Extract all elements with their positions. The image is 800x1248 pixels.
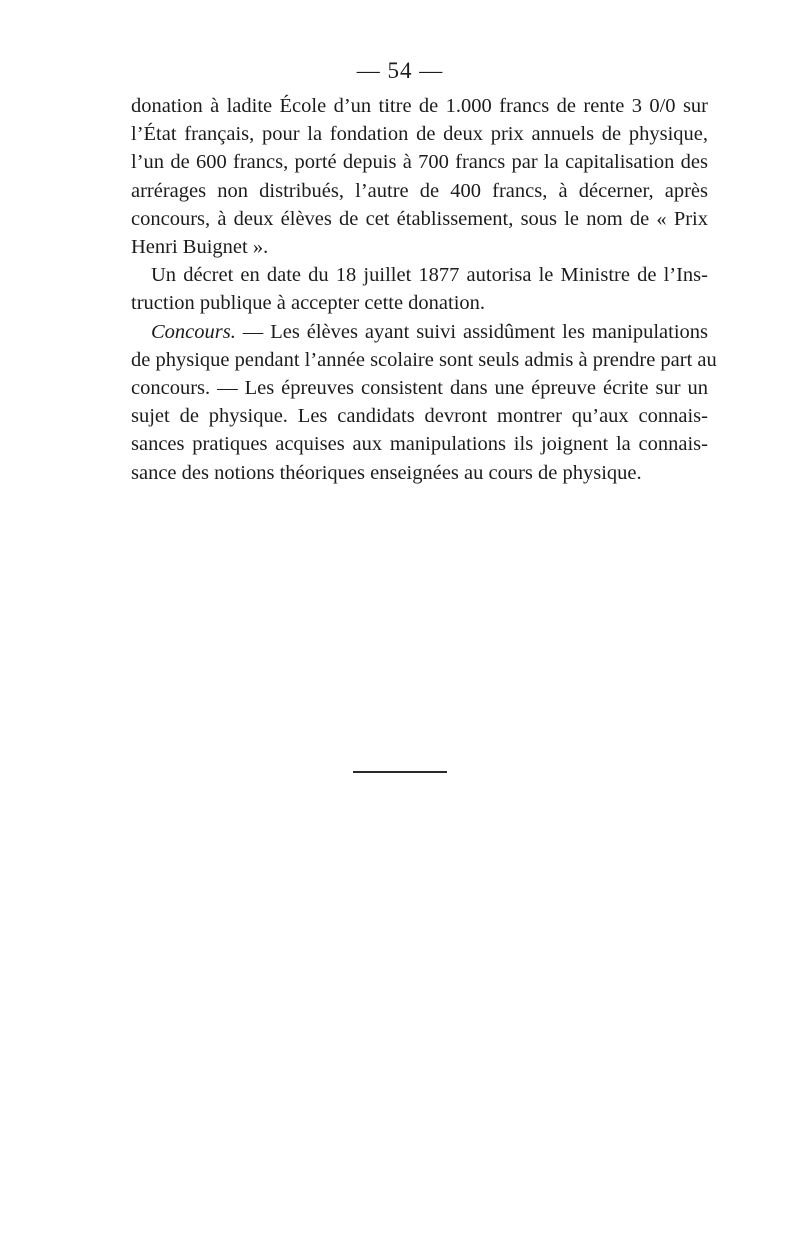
text-line: truction publique à accepter cette donation.: [131, 292, 486, 315]
text-line: l’État français, pour la fondation de deux prix annuels de physique,: [131, 123, 708, 146]
text-line: arrérages non distribués, l’autre de 400 francs, à décerner, après: [131, 179, 708, 202]
text-line: [131, 318, 708, 346]
text-line: sance des notions théoriques enseignées au cours de physique.: [131, 461, 642, 484]
section-heading: Concours.: [151, 320, 236, 343]
paragraph-decree: [131, 261, 708, 317]
text-line: de physique pendant l’année scolaire sont seuls admis à prendre part au: [131, 348, 717, 371]
end-rule: [353, 771, 447, 773]
text-line: Un décret en date du 18 juillet 1877 autorisa le Ministre de l’Ins-: [151, 264, 708, 287]
text-line-rest: — Les élèves ayant suivi assidûment les manipulations: [235, 320, 708, 343]
text-line: concours, à deux élèves de cet établissement, sous le nom de « Prix: [131, 207, 708, 230]
text-line: concours. — Les épreuves consistent dans une épreuve écrite sur un: [131, 377, 708, 400]
page-number: — 54 —: [356, 58, 444, 83]
text-line: sujet de physique. Les candidats devront montrer qu’aux connais-: [131, 405, 708, 428]
text-line: l’un de 600 francs, porté depuis à 700 francs par la capitalisation des: [131, 151, 708, 174]
text-line: sances pratiques acquises aux manipulations ils joignent la connais-: [131, 433, 708, 456]
text-line: donation à ladite École d’un titre de 1.000 francs de rente 3 0/0 sur: [131, 95, 708, 117]
text-line: Henri Buignet ».: [131, 236, 269, 259]
paragraph-donation: [131, 92, 708, 261]
paragraph-concours: [131, 318, 717, 487]
body-text: [131, 92, 717, 487]
